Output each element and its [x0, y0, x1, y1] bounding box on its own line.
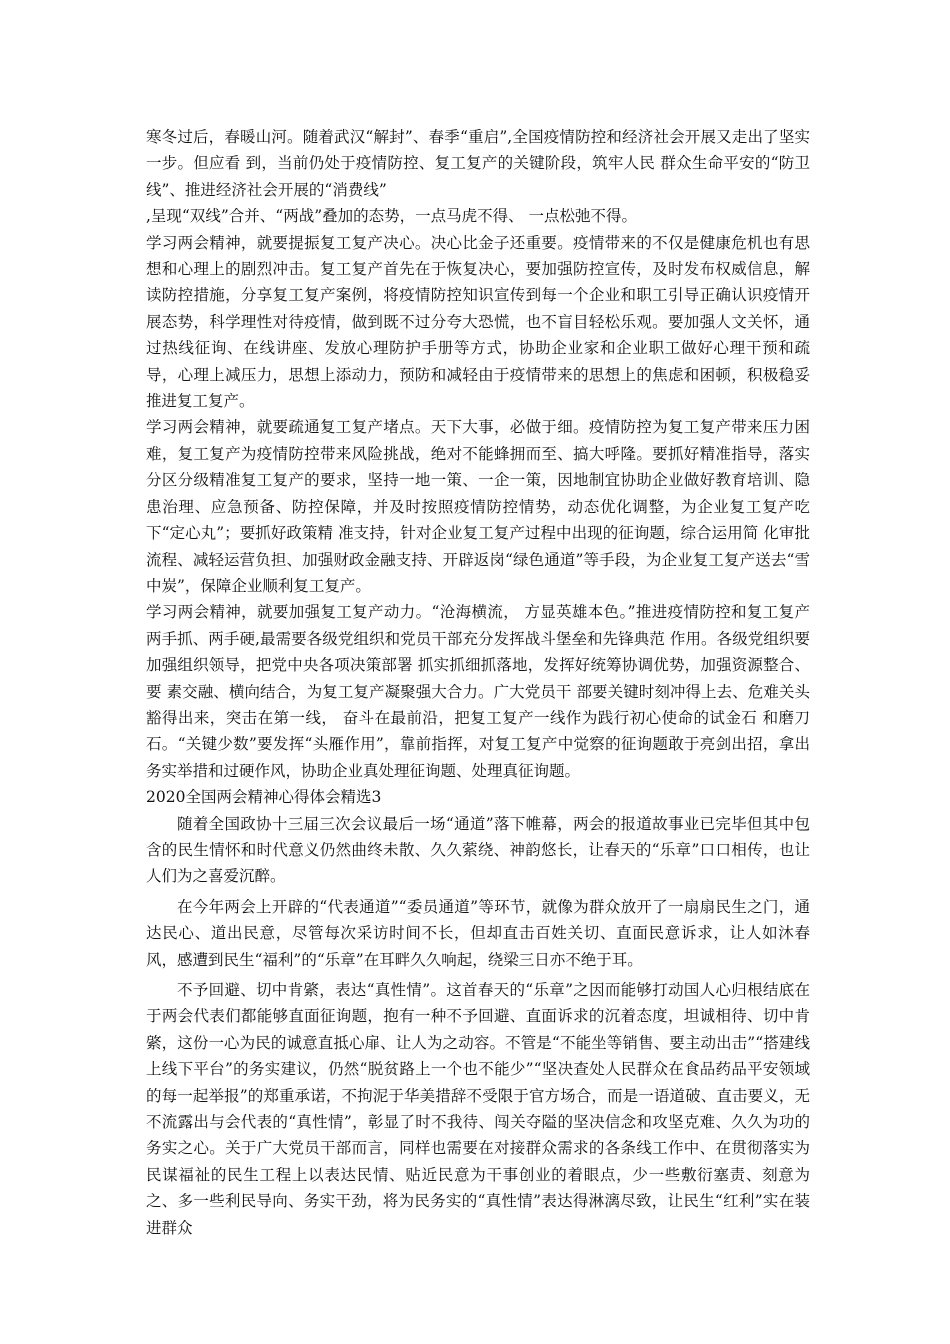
- paragraph-passage-3: 不予回避、切中肯綮，表达“真性情”。这首春天的“乐章”之因而能够打动国人心归根结底在于两会代表们都能够直面征询题，抱有一种不予回避、直面诉求的沉着态度，坦诚相待、切中肯綮，这份一心为民的诚意直抵心扉、让人为之动容。不管是“不能坐等销售、要主动出击”“搭建线上线下平台”的务实建议，仍然“脱贫路上一个也不能少”“坚决查处人民群众在食品药品平安领域的每一起举报”的郑重承诺，不拘泥于华美措辞不受限于官方场合，而是一语道破、直击要义，无不流露出与会代表的“真性情”，彰显了时不我待、闯关夺隘的坚决信念和攻坚克难、久久为功的务实之心。关于广大党员干部而言，同样也需要在对接群众需求的各条线工作中、在贯彻落实为民谋福祉的民生工程上以表达民情、贴近民意为干事创业的着眼点，少一些敷衍塞责、刻意为之、多一些利民导向、务实干劲，将为民务实的“真性情”表达得淋漓尽致，让民生“红利”实在装进群众: [146, 981, 810, 1237]
- paragraph-passage-2: 在今年两会上开辟的“代表通道”“委员通道”等环节，就像为群众放开了一扇扇民生之门，通达民心、道出民意，尽管每次采访时间不长，但却直击百姓关切、直面民意诉求，让人如沐春风，感遭到民生“福利”的“乐章”在耳畔久久响起，绕梁三日亦不绝于耳。: [146, 897, 810, 969]
- paragraph-bottlenecks: 学习两会精神，就要疏通复工复产堵点。天下大事，必做于细。疫情防控为复工复产带来压力困难，复工复产为疫情防控带来风险挑战，绝对不能蜂拥而至、搞大呼隆。要抓好精准指导，落实分区分级精准复工复产的要求，坚持一地一策、一企一策，因地制宜协助企业做好教育培训、隐患治理、应急预备、防控保障，并及时按照疫情防控情势，动态优化调整，为企业复工复产吃下“定心丸”；要抓好政策精 准支持，针对企业复工复产过程中出现的征询题，综合运用简 化审批流程、减轻运营负担、加强财政金融支持、开辟返岗“绿色通道”等手段，为企业复工复产送去“雪中炭”，保障企业顺利复工复产。: [146, 418, 810, 595]
- paragraph-momentum: 学习两会精神，就要加强复工复产动力。“沧海横流， 方显英雄本色。”推进疫情防控和复工复产两手抓、两手硬,最需要各级党组织和党员干部充分发挥战斗堡垒和先锋典范 作用。各级党组织要加强组织领导，把党中央各项决策部署 抓实抓细抓落地，发挥好统筹协调优势，加强资源整合、要 素交融、横向结合，为复工复产凝聚强大合力。广大党员干 部要关键时刻冲得上去、危难关头豁得出来，突击在第一线， 奋斗在最前沿，把复工复产一线作为践行初心使命的试金石 和磨刀石。“关键少数”要发挥“头雁作用”，靠前指挥，对复工复产中觉察的征询题敢于亮剑出招，拿出务实举措和过硬作风，协助企业真处理征询题、处理真征询题。: [146, 603, 810, 780]
- paragraph-intro: 寒冬过后，春暖山河。随着武汉“解封”、春季“重启”,全国疫情防控和经济社会开展又走出了坚实一步。但应看 到，当前仍处于疫情防控、复工复产的关键阶段，筑牢人民 群众生命平安的“防卫线”、推进经济社会开展的“消费线”: [146, 128, 810, 199]
- paragraph-intro-continued: ,呈现“双线”合并、“两战”叠加的态势，一点马虎不得、 一点松弛不得。: [146, 207, 638, 226]
- paragraph-passage-1: 随着全国政协十三届三次会议最后一场“通道”落下帷幕，两会的报道故事业已完毕但其中包含的民生情怀和时代意义仍然曲终未散、久久萦绕、神韵悠长，让春天的“乐章”口口相传，也让人们为之喜爱沉醉。: [146, 814, 810, 886]
- section-heading: 2020全国两会精神心得体会精选3: [146, 788, 382, 807]
- paragraph-confidence: 学习两会精神，就要提振复工复产决心。决心比金子还重要。疫情带来的不仅是健康危机也有思想和心理上的剧烈冲击。复工复产首先在于恢复决心，要加强防控宣传，及时发布权威信息，解读防控措施，分享复工复产案例，将疫情防控知识宣传到每一个企业和职工引导正确认识疫情开展态势，科学理性对待疫情，做到既不过分夸大恐慌，也不盲目轻松乐观。要加强人文关怀，通过热线征询、在线讲座、发放心理防护手册等方式，协助企业家和企业职工做好心理干预和疏导，心理上减压力，思想上添动力，预防和减轻由于疫情带来的思想上的焦虑和困顿，积极稳妥推进复工复产。: [146, 233, 810, 411]
- document-body: [146, 124, 810, 1241]
